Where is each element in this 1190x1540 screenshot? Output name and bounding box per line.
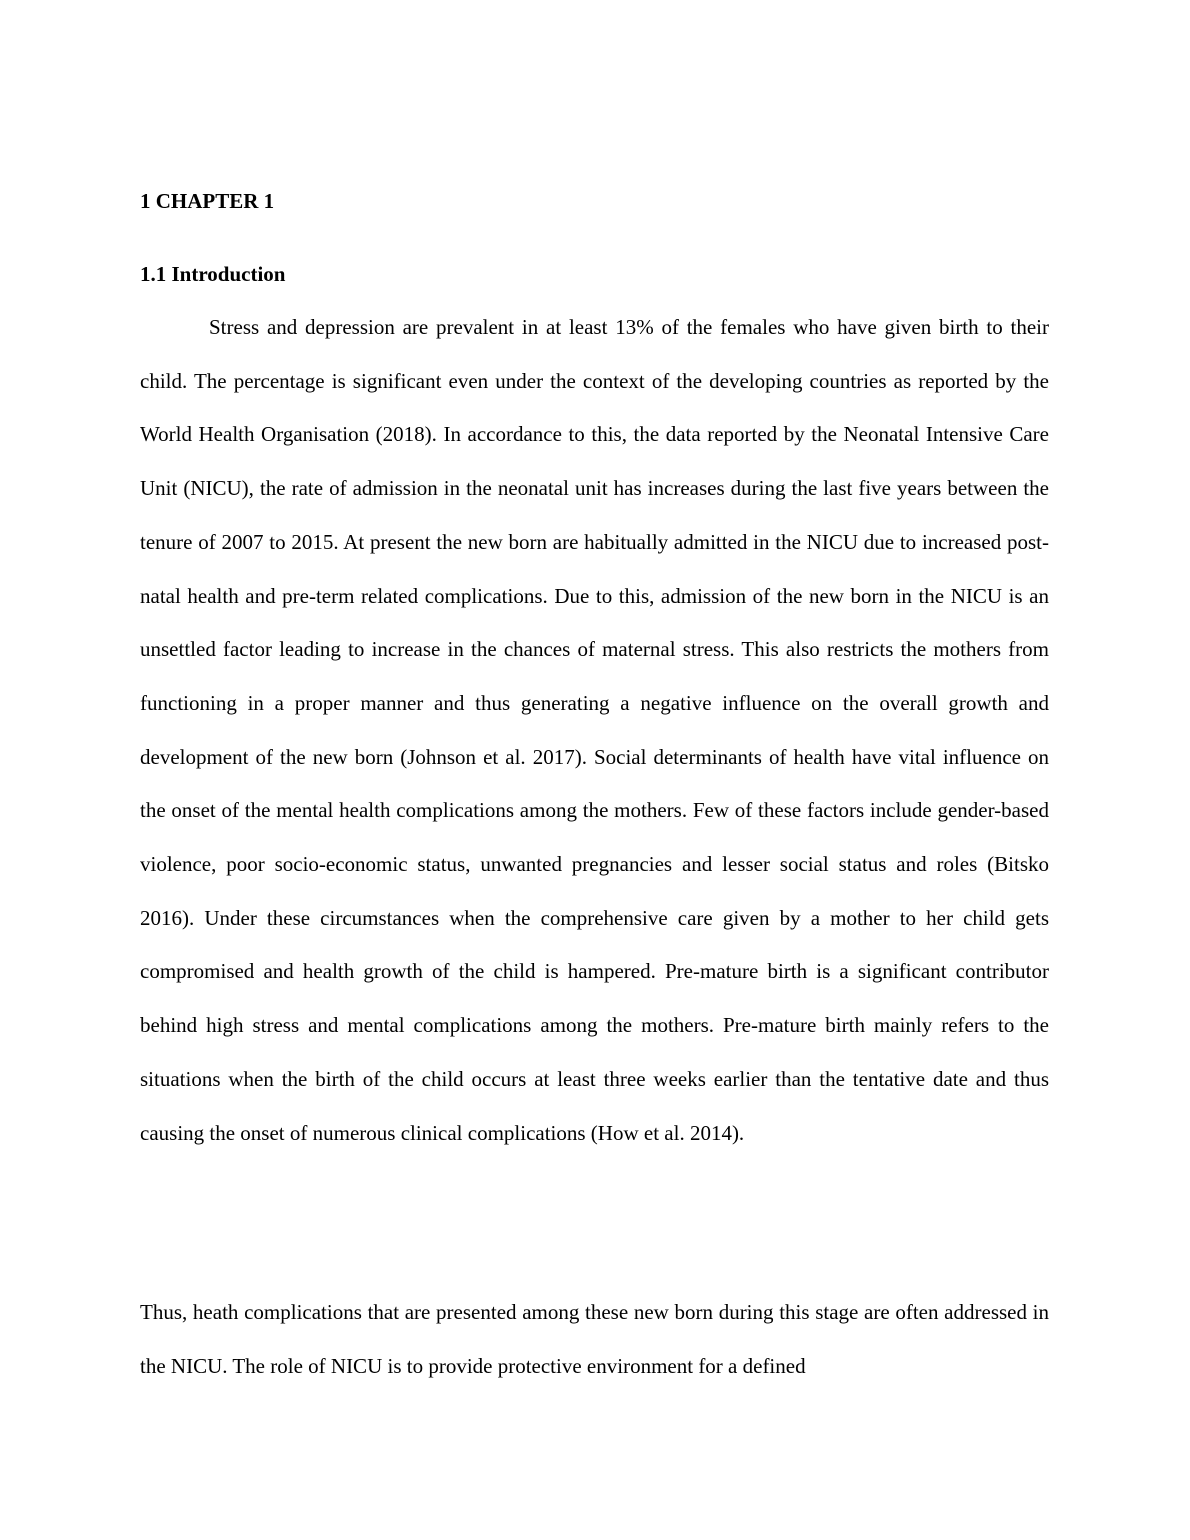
body-paragraph-2: Thus, heath complications that are presented among these new born during this stage are often addressed in the NICU. The role of NICU is to provide protective environment for a defined	[140, 1300, 1049, 1378]
body-paragraph-1: Stress and depression are prevalent in at least 13% of the females who have given birth to their child. The percentage is significant even under the context of the developing countries as reported by the World Health Organisation (2018). In accordance to this, the data reported by the Neonatal Intensive Care Unit (NICU), the rate of admission in the neonatal unit has increases during the last five years between the tenure of 2007 to 2015. At present the new born are habitually admitted in the NICU due to increased post-natal health and pre-term related complications. Due to this, admission of the new born in the NICU is an unsettled factor leading to increase in the chances of maternal stress. This also restricts the mothers from functioning in a proper manner and thus generating a negative influence on the overall growth and development of the new born (Johnson et al. 2017). Social determinants of health have vital influence on the onset of the mental health complications among the mothers. Few of these factors include gender-based violence, poor socio-economic status, unwanted pregnancies and lesser social status and roles (Bitsko 2016). Under these circumstances when the comprehensive care given by a mother to her child gets compromised and health growth of the child is hampered. Pre-mature birth is a significant contributor behind high stress and mental complications among the mothers. Pre-mature birth mainly refers to the situations when the birth of the child occurs at least three weeks earlier than the tentative date and thus causing the onset of numerous clinical complications (How et al. 2014).	[140, 315, 1049, 1145]
chapter-heading: 1 CHAPTER 1	[140, 189, 275, 213]
section-heading: 1.1 Introduction	[140, 262, 286, 286]
